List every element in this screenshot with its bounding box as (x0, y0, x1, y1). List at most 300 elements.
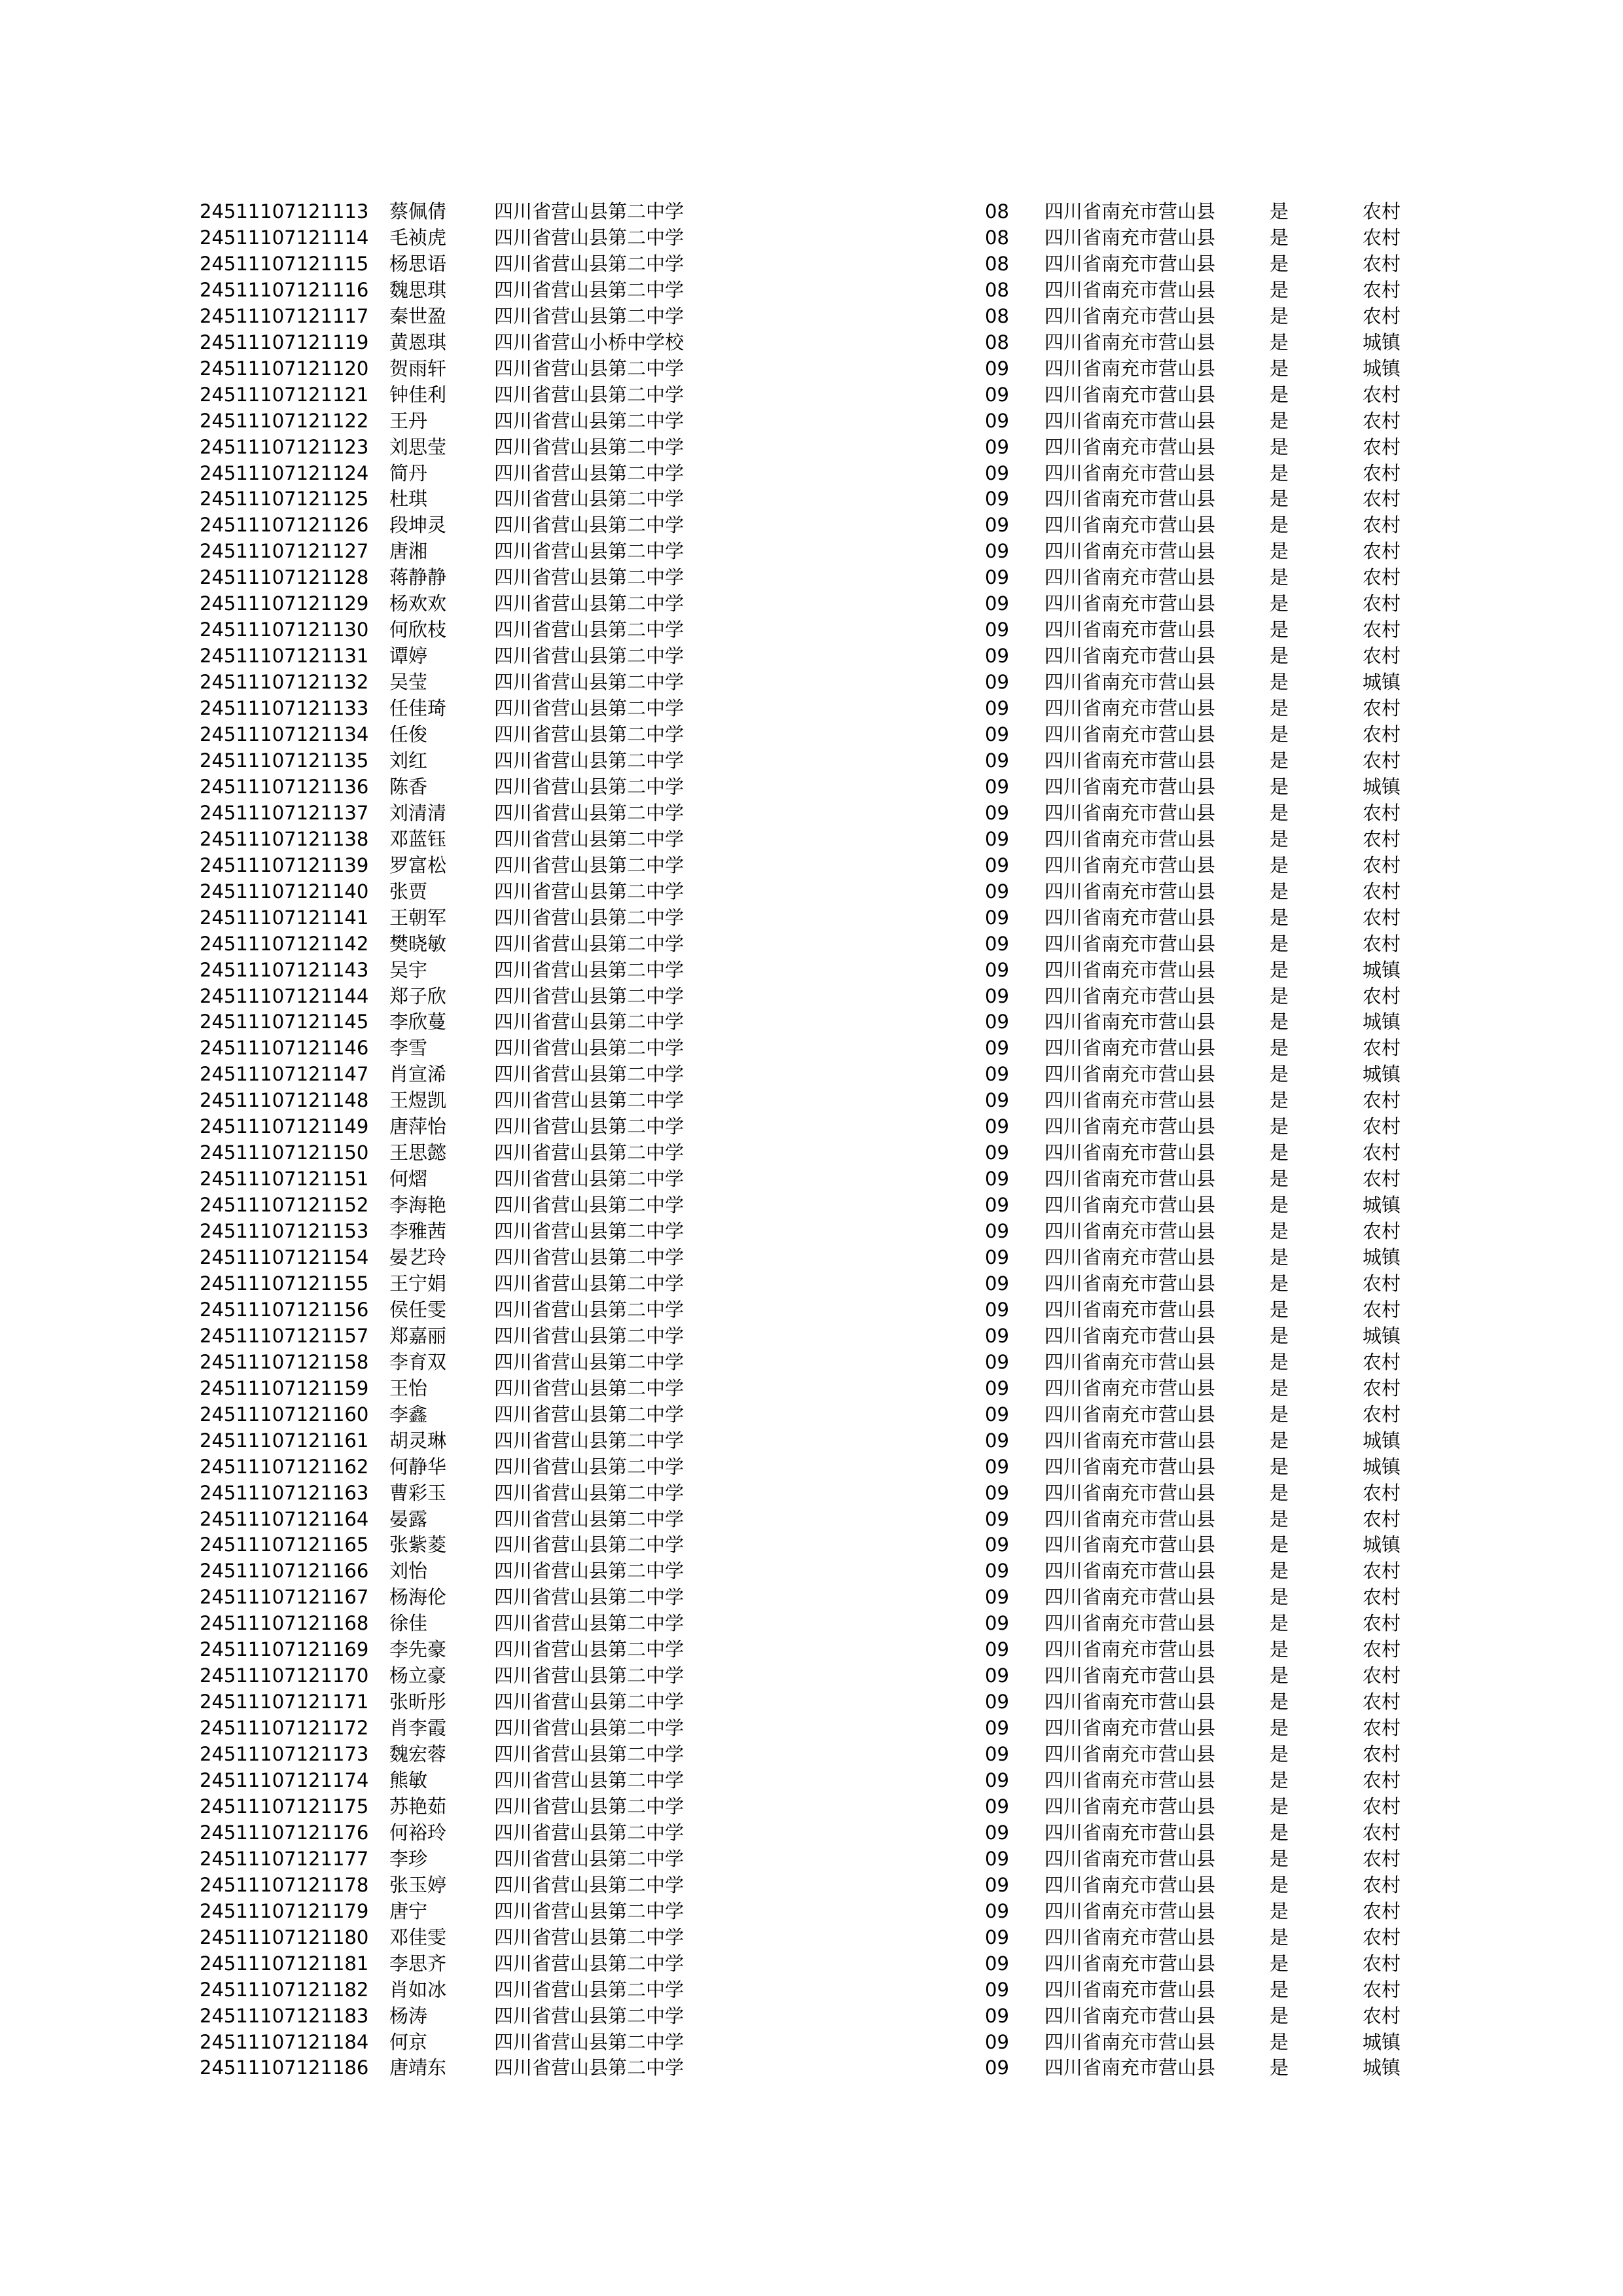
area-type-cell: 农村 (1363, 1560, 1401, 1582)
student-id-cell: 24511107121165 (200, 1534, 369, 1556)
area-type-cell: 农村 (1363, 619, 1401, 641)
address-cell: 四川省南充市营山县 (1044, 1979, 1216, 2001)
student-name-cell: 李欣蔓 (389, 1011, 447, 1033)
grade-cell: 09 (985, 1586, 1009, 1608)
table-row (0, 1898, 1623, 1924)
table-row (0, 1061, 1623, 1087)
area-type-cell: 农村 (1363, 436, 1401, 458)
school-cell: 四川省营山县第二中学 (494, 2056, 685, 2079)
student-name-cell: 樊晓敏 (389, 933, 447, 955)
student-name-cell: 张玉婷 (389, 1874, 447, 1896)
school-cell: 四川省营山县第二中学 (494, 1220, 685, 1242)
student-id-cell: 24511107121120 (200, 357, 369, 380)
student-name-cell: 李鑫 (389, 1403, 428, 1426)
student-name-cell: 王丹 (389, 410, 428, 432)
table-row (0, 774, 1623, 800)
table-row (0, 1767, 1623, 1793)
table-row (0, 1506, 1623, 1532)
area-type-cell: 农村 (1363, 1351, 1401, 1373)
grade-cell: 09 (985, 1063, 1009, 1085)
flag-cell: 是 (1270, 305, 1289, 327)
flag-cell: 是 (1270, 279, 1289, 301)
school-cell: 四川省营山县第二中学 (494, 1141, 685, 1164)
area-type-cell: 农村 (1363, 1769, 1401, 1791)
address-cell: 四川省南充市营山县 (1044, 1508, 1216, 1530)
area-type-cell: 城镇 (1363, 776, 1401, 798)
area-type-cell: 城镇 (1363, 357, 1401, 380)
grade-cell: 09 (985, 1508, 1009, 1530)
student-name-cell: 刘红 (389, 749, 428, 772)
address-cell: 四川省南充市营山县 (1044, 331, 1216, 353)
student-id-cell: 24511107121172 (200, 1717, 369, 1739)
address-cell: 四川省南充市营山县 (1044, 1141, 1216, 1164)
school-cell: 四川省营山县第二中学 (494, 880, 685, 903)
address-cell: 四川省南充市营山县 (1044, 1874, 1216, 1896)
grade-cell: 09 (985, 1403, 1009, 1426)
student-id-cell: 24511107121115 (200, 253, 369, 275)
area-type-cell: 农村 (1363, 749, 1401, 772)
student-name-cell: 罗富松 (389, 854, 447, 876)
student-name-cell: 段坤灵 (389, 514, 447, 536)
flag-cell: 是 (1270, 566, 1289, 588)
grade-cell: 09 (985, 1664, 1009, 1687)
grade-cell: 09 (985, 1168, 1009, 1190)
school-cell: 四川省营山县第二中学 (494, 1063, 685, 1085)
table-row (0, 800, 1623, 826)
flag-cell: 是 (1270, 1979, 1289, 2001)
student-name-cell: 杨思语 (389, 253, 447, 275)
student-name-cell: 秦世盈 (389, 305, 447, 327)
flag-cell: 是 (1270, 1638, 1289, 1660)
school-cell: 四川省营山县第二中学 (494, 1351, 685, 1373)
grade-cell: 09 (985, 1612, 1009, 1634)
table-row (0, 1087, 1623, 1113)
flag-cell: 是 (1270, 2005, 1289, 2027)
flag-cell: 是 (1270, 1115, 1289, 1138)
student-name-cell: 任佳琦 (389, 697, 447, 719)
student-name-cell: 唐萍怡 (389, 1115, 447, 1138)
student-name-cell: 杨海伦 (389, 1586, 447, 1608)
table-row (0, 1610, 1623, 1636)
school-cell: 四川省营山县第二中学 (494, 1952, 685, 1975)
table-row (0, 643, 1623, 669)
table-row (0, 1480, 1623, 1506)
flag-cell: 是 (1270, 697, 1289, 719)
student-id-cell: 24511107121150 (200, 1141, 369, 1164)
area-type-cell: 农村 (1363, 1272, 1401, 1295)
student-id-cell: 24511107121159 (200, 1377, 369, 1399)
flag-cell: 是 (1270, 1194, 1289, 1216)
school-cell: 四川省营山县第二中学 (494, 828, 685, 850)
school-cell: 四川省营山县第二中学 (494, 462, 685, 484)
grade-cell: 09 (985, 1717, 1009, 1739)
flag-cell: 是 (1270, 619, 1289, 641)
school-cell: 四川省营山县第二中学 (494, 1011, 685, 1033)
school-cell: 四川省营山县第二中学 (494, 1769, 685, 1791)
student-name-cell: 曹彩玉 (389, 1482, 447, 1504)
table-row (0, 2054, 1623, 2081)
flag-cell: 是 (1270, 1664, 1289, 1687)
student-id-cell: 24511107121179 (200, 1900, 369, 1922)
address-cell: 四川省南充市营山县 (1044, 2005, 1216, 2027)
area-type-cell: 农村 (1363, 279, 1401, 301)
address-cell: 四川省南充市营山县 (1044, 619, 1216, 641)
area-type-cell: 农村 (1363, 1821, 1401, 1844)
address-cell: 四川省南充市营山县 (1044, 1272, 1216, 1295)
student-name-cell: 杨涛 (389, 2005, 428, 2027)
flag-cell: 是 (1270, 1717, 1289, 1739)
area-type-cell: 农村 (1363, 854, 1401, 876)
flag-cell: 是 (1270, 854, 1289, 876)
address-cell: 四川省南充市营山县 (1044, 1011, 1216, 1033)
address-cell: 四川省南充市营山县 (1044, 1063, 1216, 1085)
table-row (0, 486, 1623, 512)
school-cell: 四川省营山县第二中学 (494, 1508, 685, 1530)
area-type-cell: 农村 (1363, 1403, 1401, 1426)
student-name-cell: 邓佳雯 (389, 1926, 447, 1948)
student-id-cell: 24511107121145 (200, 1011, 369, 1033)
grade-cell: 09 (985, 1795, 1009, 1818)
grade-cell: 09 (985, 2056, 1009, 2079)
grade-cell: 09 (985, 1769, 1009, 1791)
address-cell: 四川省南充市营山县 (1044, 1037, 1216, 1059)
flag-cell: 是 (1270, 384, 1289, 406)
student-id-cell: 24511107121144 (200, 985, 369, 1007)
area-type-cell: 农村 (1363, 305, 1401, 327)
flag-cell: 是 (1270, 1089, 1289, 1111)
table-row (0, 303, 1623, 329)
student-id-cell: 24511107121174 (200, 1769, 369, 1791)
grade-cell: 09 (985, 592, 1009, 615)
area-type-cell: 农村 (1363, 802, 1401, 824)
table-row (0, 1139, 1623, 1166)
flag-cell: 是 (1270, 1508, 1289, 1530)
school-cell: 四川省营山县第二中学 (494, 1194, 685, 1216)
school-cell: 四川省营山县第二中学 (494, 1299, 685, 1321)
flag-cell: 是 (1270, 436, 1289, 458)
table-row (0, 434, 1623, 460)
flag-cell: 是 (1270, 253, 1289, 275)
school-cell: 四川省营山县第二中学 (494, 305, 685, 327)
area-type-cell: 农村 (1363, 1952, 1401, 1975)
student-id-cell: 24511107121184 (200, 2031, 369, 2053)
table-row (0, 1009, 1623, 1035)
table-row (0, 2029, 1623, 2055)
grade-cell: 09 (985, 436, 1009, 458)
address-cell: 四川省南充市营山县 (1044, 645, 1216, 667)
address-cell: 四川省南充市营山县 (1044, 776, 1216, 798)
area-type-cell: 农村 (1363, 1141, 1401, 1164)
address-cell: 四川省南充市营山县 (1044, 1115, 1216, 1138)
student-name-cell: 钟佳利 (389, 384, 447, 406)
grade-cell: 09 (985, 1560, 1009, 1582)
student-id-cell: 24511107121180 (200, 1926, 369, 1948)
student-id-cell: 24511107121142 (200, 933, 369, 955)
flag-cell: 是 (1270, 1586, 1289, 1608)
table-row (0, 905, 1623, 931)
school-cell: 四川省营山县第二中学 (494, 1168, 685, 1190)
student-id-cell: 24511107121126 (200, 514, 369, 536)
address-cell: 四川省南充市营山县 (1044, 1821, 1216, 1844)
grade-cell: 08 (985, 331, 1009, 353)
area-type-cell: 城镇 (1363, 1456, 1401, 1478)
table-row (0, 1558, 1623, 1584)
student-id-cell: 24511107121170 (200, 1664, 369, 1687)
grade-cell: 09 (985, 1874, 1009, 1896)
area-type-cell: 农村 (1363, 253, 1401, 275)
student-name-cell: 徐佳 (389, 1612, 428, 1634)
grade-cell: 08 (985, 200, 1009, 223)
table-row (0, 957, 1623, 983)
flag-cell: 是 (1270, 1456, 1289, 1478)
address-cell: 四川省南充市营山县 (1044, 802, 1216, 824)
table-row (0, 669, 1623, 695)
student-name-cell: 刘思莹 (389, 436, 447, 458)
area-type-cell: 城镇 (1363, 1194, 1401, 1216)
flag-cell: 是 (1270, 1429, 1289, 1452)
student-name-cell: 简丹 (389, 462, 428, 484)
grade-cell: 09 (985, 357, 1009, 380)
grade-cell: 08 (985, 253, 1009, 275)
flag-cell: 是 (1270, 1821, 1289, 1844)
grade-cell: 09 (985, 1926, 1009, 1948)
student-name-cell: 何欣枝 (389, 619, 447, 641)
student-id-cell: 24511107121149 (200, 1115, 369, 1138)
area-type-cell: 农村 (1363, 1089, 1401, 1111)
student-id-cell: 24511107121173 (200, 1743, 369, 1765)
table-row (0, 1950, 1623, 1977)
grade-cell: 09 (985, 723, 1009, 745)
school-cell: 四川省营山县第二中学 (494, 253, 685, 275)
area-type-cell: 农村 (1363, 828, 1401, 850)
student-id-cell: 24511107121178 (200, 1874, 369, 1896)
address-cell: 四川省南充市营山县 (1044, 1691, 1216, 1713)
table-row (0, 1113, 1623, 1139)
flag-cell: 是 (1270, 488, 1289, 510)
student-name-cell: 谭婷 (389, 645, 428, 667)
student-id-cell: 24511107121176 (200, 1821, 369, 1844)
area-type-cell: 农村 (1363, 384, 1401, 406)
flag-cell: 是 (1270, 749, 1289, 772)
table-row (0, 355, 1623, 382)
school-cell: 四川省营山县第二中学 (494, 1429, 685, 1452)
grade-cell: 09 (985, 410, 1009, 432)
student-name-cell: 何京 (389, 2031, 428, 2053)
address-cell: 四川省南充市营山县 (1044, 2056, 1216, 2079)
grade-cell: 09 (985, 1220, 1009, 1242)
area-type-cell: 城镇 (1363, 1246, 1401, 1268)
student-name-cell: 晏露 (389, 1508, 428, 1530)
address-cell: 四川省南充市营山县 (1044, 959, 1216, 981)
grade-cell: 09 (985, 1325, 1009, 1347)
student-name-cell: 晏艺玲 (389, 1246, 447, 1268)
student-id-cell: 24511107121119 (200, 331, 369, 353)
school-cell: 四川省营山县第二中学 (494, 1612, 685, 1634)
school-cell: 四川省营山县第二中学 (494, 723, 685, 745)
grade-cell: 09 (985, 1743, 1009, 1765)
student-id-cell: 24511107121139 (200, 854, 369, 876)
table-row (0, 382, 1623, 408)
student-name-cell: 熊敏 (389, 1769, 428, 1791)
grade-cell: 09 (985, 906, 1009, 929)
flag-cell: 是 (1270, 906, 1289, 929)
student-id-cell: 24511107121163 (200, 1482, 369, 1504)
school-cell: 四川省营山县第二中学 (494, 1403, 685, 1426)
area-type-cell: 农村 (1363, 1874, 1401, 1896)
school-cell: 四川省营山县第二中学 (494, 1377, 685, 1399)
grade-cell: 09 (985, 1141, 1009, 1164)
student-id-cell: 24511107121130 (200, 619, 369, 641)
area-type-cell: 农村 (1363, 1037, 1401, 1059)
table-row (0, 1977, 1623, 2003)
table-row (0, 1846, 1623, 1872)
student-name-cell: 唐靖东 (389, 2056, 447, 2079)
area-type-cell: 农村 (1363, 1979, 1401, 2001)
student-name-cell: 唐宁 (389, 1900, 428, 1922)
address-cell: 四川省南充市营山县 (1044, 1089, 1216, 1111)
student-id-cell: 24511107121136 (200, 776, 369, 798)
area-type-cell: 农村 (1363, 1482, 1401, 1504)
table-row (0, 1793, 1623, 1820)
grade-cell: 09 (985, 619, 1009, 641)
table-row (0, 2003, 1623, 2029)
grade-cell: 09 (985, 933, 1009, 955)
table-row (0, 564, 1623, 590)
flag-cell: 是 (1270, 540, 1289, 562)
flag-cell: 是 (1270, 1612, 1289, 1634)
table-row (0, 1454, 1623, 1480)
table-row (0, 1323, 1623, 1349)
address-cell: 四川省南充市营山县 (1044, 1664, 1216, 1687)
student-id-cell: 24511107121121 (200, 384, 369, 406)
grade-cell: 09 (985, 1011, 1009, 1033)
area-type-cell: 农村 (1363, 1795, 1401, 1818)
school-cell: 四川省营山县第二中学 (494, 566, 685, 588)
address-cell: 四川省南充市营山县 (1044, 305, 1216, 327)
flag-cell: 是 (1270, 1482, 1289, 1504)
student-id-cell: 24511107121113 (200, 200, 369, 223)
school-cell: 四川省营山县第二中学 (494, 1900, 685, 1922)
address-cell: 四川省南充市营山县 (1044, 1456, 1216, 1478)
grade-cell: 09 (985, 1821, 1009, 1844)
address-cell: 四川省南充市营山县 (1044, 697, 1216, 719)
school-cell: 四川省营山县第二中学 (494, 357, 685, 380)
address-cell: 四川省南充市营山县 (1044, 933, 1216, 955)
school-cell: 四川省营山县第二中学 (494, 1664, 685, 1687)
table-row (0, 198, 1623, 224)
flag-cell: 是 (1270, 1246, 1289, 1268)
school-cell: 四川省营山县第二中学 (494, 514, 685, 536)
area-type-cell: 农村 (1363, 1299, 1401, 1321)
area-type-cell: 农村 (1363, 226, 1401, 249)
flag-cell: 是 (1270, 592, 1289, 615)
grade-cell: 09 (985, 1194, 1009, 1216)
flag-cell: 是 (1270, 1691, 1289, 1713)
grade-cell: 09 (985, 1351, 1009, 1373)
student-id-cell: 24511107121166 (200, 1560, 369, 1582)
student-name-cell: 郑子欣 (389, 985, 447, 1007)
school-cell: 四川省营山县第二中学 (494, 1848, 685, 1870)
grade-cell: 09 (985, 1429, 1009, 1452)
grade-cell: 09 (985, 1037, 1009, 1059)
student-id-cell: 24511107121183 (200, 2005, 369, 2027)
address-cell: 四川省南充市营山县 (1044, 462, 1216, 484)
school-cell: 四川省营山县第二中学 (494, 1456, 685, 1478)
area-type-cell: 农村 (1363, 540, 1401, 562)
student-id-cell: 24511107121116 (200, 279, 369, 301)
area-type-cell: 城镇 (1363, 1429, 1401, 1452)
table-row (0, 852, 1623, 878)
table-row (0, 721, 1623, 747)
student-name-cell: 杜琪 (389, 488, 428, 510)
student-name-cell: 李雪 (389, 1037, 428, 1059)
address-cell: 四川省南充市营山县 (1044, 854, 1216, 876)
table-row (0, 512, 1623, 538)
flag-cell: 是 (1270, 1377, 1289, 1399)
table-row (0, 1872, 1623, 1898)
flag-cell: 是 (1270, 828, 1289, 850)
grade-cell: 09 (985, 514, 1009, 536)
grade-cell: 09 (985, 1952, 1009, 1975)
table-row (0, 329, 1623, 355)
flag-cell: 是 (1270, 1534, 1289, 1556)
school-cell: 四川省营山县第二中学 (494, 436, 685, 458)
area-type-cell: 农村 (1363, 1691, 1401, 1713)
grade-cell: 09 (985, 1089, 1009, 1111)
table-row (0, 538, 1623, 564)
school-cell: 四川省营山县第二中学 (494, 802, 685, 824)
flag-cell: 是 (1270, 1272, 1289, 1295)
student-name-cell: 何静华 (389, 1456, 447, 1478)
student-id-cell: 24511107121157 (200, 1325, 369, 1347)
address-cell: 四川省南充市营山县 (1044, 1560, 1216, 1582)
school-cell: 四川省营山县第二中学 (494, 933, 685, 955)
address-cell: 四川省南充市营山县 (1044, 592, 1216, 615)
student-name-cell: 李海艳 (389, 1194, 447, 1216)
grade-cell: 09 (985, 959, 1009, 981)
table-row (0, 1218, 1623, 1244)
student-id-cell: 24511107121164 (200, 1508, 369, 1530)
student-name-cell: 杨立豪 (389, 1664, 447, 1687)
grade-cell: 09 (985, 645, 1009, 667)
student-id-cell: 24511107121133 (200, 697, 369, 719)
student-id-cell: 24511107121138 (200, 828, 369, 850)
area-type-cell: 城镇 (1363, 1063, 1401, 1085)
table-row (0, 1427, 1623, 1454)
flag-cell: 是 (1270, 357, 1289, 380)
table-row (0, 747, 1623, 774)
address-cell: 四川省南充市营山县 (1044, 384, 1216, 406)
flag-cell: 是 (1270, 226, 1289, 249)
flag-cell: 是 (1270, 1403, 1289, 1426)
table-row (0, 277, 1623, 303)
grade-cell: 09 (985, 1246, 1009, 1268)
address-cell: 四川省南充市营山县 (1044, 1952, 1216, 1975)
address-cell: 四川省南充市营山县 (1044, 1900, 1216, 1922)
student-id-cell: 24511107121146 (200, 1037, 369, 1059)
school-cell: 四川省营山县第二中学 (494, 906, 685, 929)
school-cell: 四川省营山县第二中学 (494, 854, 685, 876)
grade-cell: 09 (985, 1534, 1009, 1556)
table-row (0, 1244, 1623, 1270)
student-name-cell: 杨欢欢 (389, 592, 447, 615)
address-cell: 四川省南充市营山县 (1044, 566, 1216, 588)
area-type-cell: 城镇 (1363, 2031, 1401, 2053)
student-id-cell: 24511107121168 (200, 1612, 369, 1634)
school-cell: 四川省营山县第二中学 (494, 1482, 685, 1504)
grade-cell: 09 (985, 462, 1009, 484)
area-type-cell: 农村 (1363, 1664, 1401, 1687)
